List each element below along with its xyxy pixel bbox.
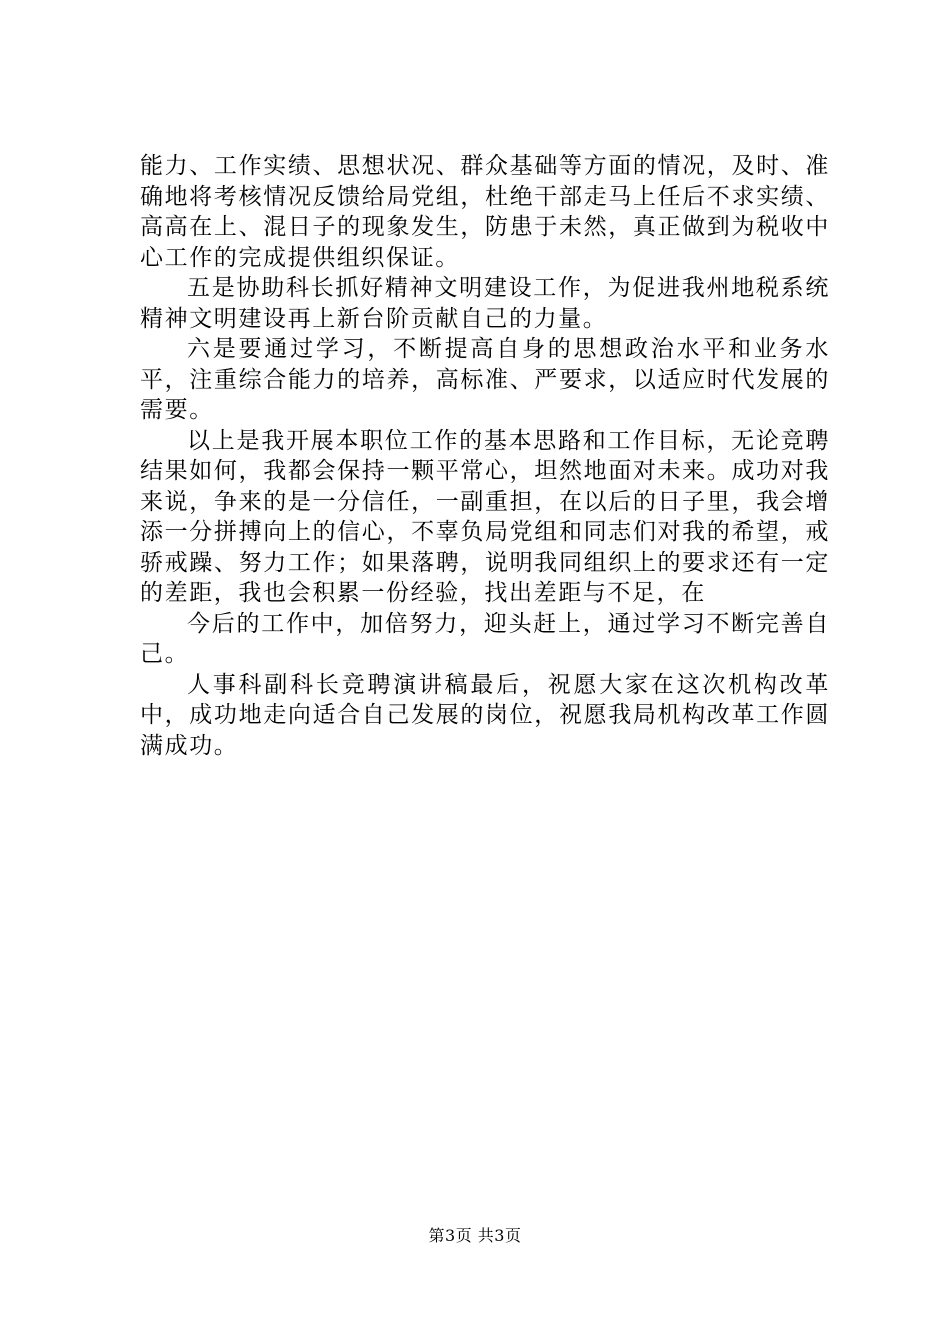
paragraph-1: 能力、工作实绩、思想状况、群众基础等方面的情况，及时、准确地将考核情况反馈给局党组，杜绝干部走马上任后不求实绩、高高在上、混日子的现象发生，防患于未然，真正做到为税收中心工作的完成提供组织保证。 [140,153,830,271]
paragraph-2: 五是协助科长抓好精神文明建设工作，为促进我州地税系统精神文明建设再上新台阶贡献自己的力量。 [140,275,830,332]
paragraph-5: 今后的工作中，加倍努力，迎头赶上，通过学习不断完善自己。 [140,610,830,667]
paragraph-3: 六是要通过学习，不断提高自身的思想政治水平和业务水平，注重综合能力的培养，高标准、严要求，以适应时代发展的需要。 [140,336,830,423]
paragraph-6: 人事科副科长竞聘演讲稿最后，祝愿大家在这次机构改革中，成功地走向适合自己发展的岗位，祝愿我局机构改革工作圆满成功。 [140,671,830,759]
document-body [140,151,830,761]
page-number-footer: 第3页 共3页 [428,1226,522,1245]
paragraph-4: 以上是我开展本职位工作的基本思路和工作目标，无论竞聘结果如何，我都会保持一颗平常心，坦然地面对未来。成功对我来说，争来的是一分信任，一副重担，在以后的日子里，我会增添一分拼搏向上的信心，不辜负局党组和同志们对我的希望，戒骄戒躁、努力工作；如果落聘，说明我同组织上的要求还有一定的差距，我也会积累一份经验，找出差距与不足，在 [140,427,830,606]
